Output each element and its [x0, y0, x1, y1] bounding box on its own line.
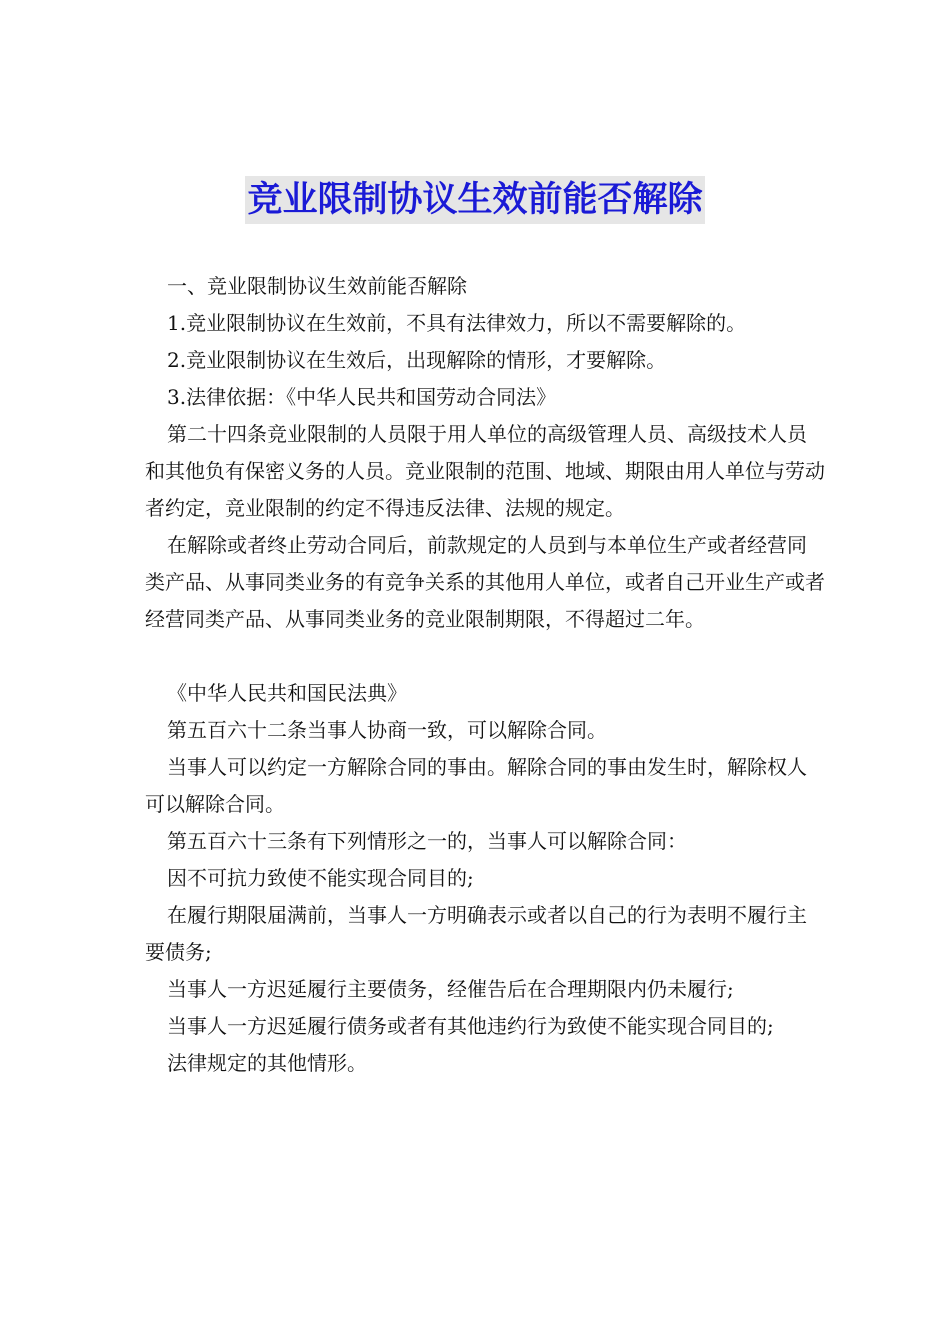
paragraph-civil-code-title: 《中华人民共和国民法典》	[167, 681, 407, 705]
paragraph-article-24-cont: 在解除或者终止劳动合同后，前款规定的人员到与本单位生产或者经营同类产品、从事同类业务的有竞争关系的其他用人单位，或者自己开业生产或者经营同类产品、从事同类业务的竞业限制期限，不得超过二年。	[145, 533, 825, 631]
document-body	[145, 268, 825, 1082]
title-container	[0, 176, 950, 224]
paragraph-item-1: 1.竞业限制协议在生效前，不具有法律效力，所以不需要解除的。	[167, 311, 747, 335]
paragraph-article-563: 第五百六十三条有下列情形之一的，当事人可以解除合同：	[167, 829, 687, 853]
section-heading: 一、竞业限制协议生效前能否解除	[167, 274, 467, 298]
paragraph-condition-2: 在履行期限届满前，当事人一方明确表示或者以自己的行为表明不履行主要债务;	[145, 903, 807, 964]
paragraph-article-24: 第二十四条竞业限制的人员限于用人单位的高级管理人员、高级技术人员和其他负有保密义务的人员。竞业限制的范围、地域、期限由用人单位与劳动者约定，竞业限制的约定不得违反法律、法规的规定。	[145, 422, 825, 520]
paragraph-condition-3: 当事人一方迟延履行主要债务，经催告后在合理期限内仍未履行;	[167, 977, 734, 1001]
paragraph-item-2: 2.竞业限制协议在生效后，出现解除的情形，才要解除。	[167, 348, 667, 372]
paragraph-condition-4: 当事人一方迟延履行债务或者有其他违约行为致使不能实现合同目的;	[167, 1014, 774, 1038]
document-title: 竞业限制协议生效前能否解除	[245, 176, 704, 224]
paragraph-legal-basis: 3.法律依据：《中华人民共和国劳动合同法》	[167, 385, 557, 409]
blank-line	[145, 638, 825, 675]
paragraph-article-562-cont: 当事人可以约定一方解除合同的事由。解除合同的事由发生时，解除权人可以解除合同。	[145, 755, 807, 816]
paragraph-condition-5: 法律规定的其他情形。	[167, 1051, 367, 1075]
paragraph-condition-1: 因不可抗力致使不能实现合同目的;	[167, 866, 474, 890]
paragraph-article-562: 第五百六十二条当事人协商一致，可以解除合同。	[167, 718, 607, 742]
